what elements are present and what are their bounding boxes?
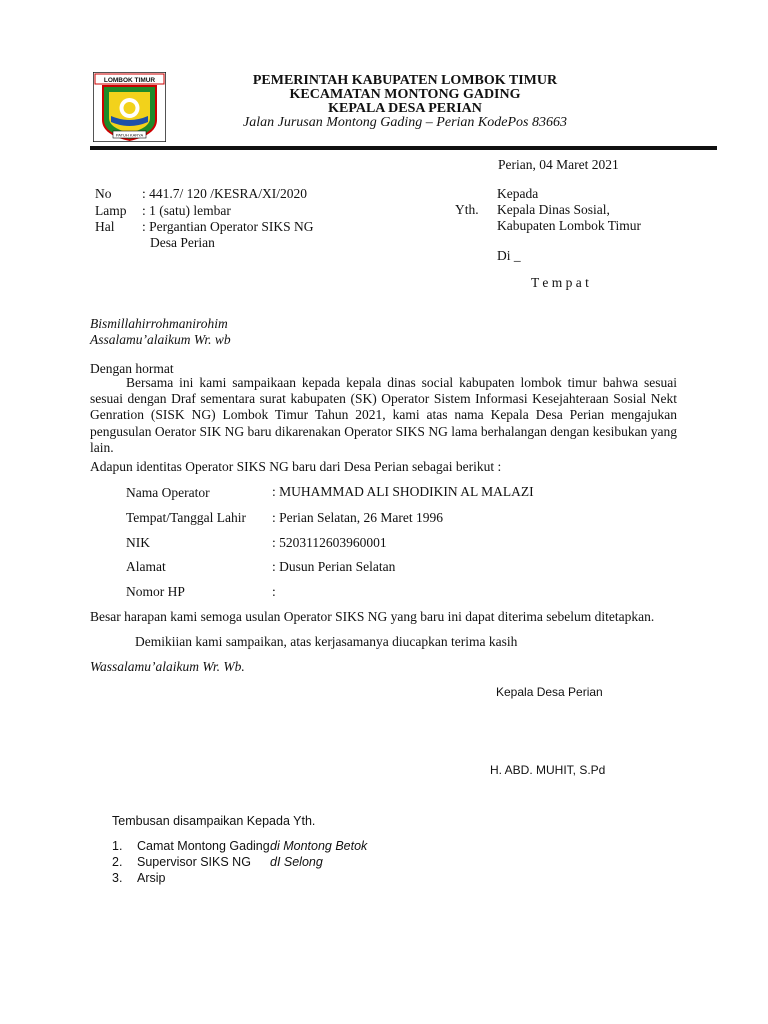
list-item-number: 2. — [112, 855, 123, 869]
recipient-tempat: T e m p a t — [531, 275, 589, 290]
identity-label: Tempat/Tanggal Lahir — [126, 510, 246, 525]
header-line-3: KEPALA DESA PERIAN — [328, 101, 482, 116]
recipient-yth: Yth. — [455, 202, 479, 217]
hal-value-cont: Desa Perian — [150, 235, 215, 250]
cc-heading: Tembusan disampaikan Kepada Yth. — [112, 814, 316, 828]
identity-value: : MUHAMMAD ALI SHODIKIN AL MALAZI — [272, 484, 534, 499]
body-paragraph-4: Demikiian kami sampaikan, atas kerjasamanya diucapkan terima kasih — [135, 634, 518, 649]
recipient-line-1: Kepala Dinas Sosial, — [497, 202, 610, 217]
list-item: Supervisor SIKS NG — [137, 855, 251, 869]
no-label: No — [95, 186, 112, 201]
identity-label: Alamat — [126, 559, 166, 574]
hal-label: Hal — [95, 219, 115, 234]
identity-value: : 5203112603960001 — [272, 535, 387, 550]
list-item-note: di Montong Betok — [270, 839, 368, 853]
bismillah: Bismillahirrohmanirohim — [90, 316, 228, 331]
no-value: : 441.7/ 120 /KESRA/XI/2020 — [142, 186, 308, 201]
header-divider — [90, 146, 717, 150]
header-line-1: PEMERINTAH KABUPATEN LOMBOK TIMUR — [252, 73, 558, 88]
body-paragraph-2: Adapun identitas Operator SIKS NG baru dari Desa Perian sebagai berikut : — [90, 459, 502, 474]
list-item: Arsip — [137, 871, 166, 885]
identity-label: NIK — [126, 535, 150, 550]
list-item-note: dI Selong — [270, 855, 323, 869]
lamp-value: : 1 (satu) lembar — [142, 203, 231, 218]
identity-value: : Dusun Perian Selatan — [272, 559, 396, 574]
recipient-kepada: Kepada — [497, 186, 539, 201]
logo-text: LOMBOK TIMUR — [103, 77, 156, 84]
list-item: Camat Montong Gading — [137, 839, 270, 853]
lamp-label: Lamp — [95, 203, 127, 218]
recipient-line-2: Kabupaten Lombok Timur — [497, 218, 641, 233]
body-paragraph-3: Besar harapan kami semoga usulan Operator SIKS NG yang baru ini dapat diterima sebelum ditetapkan. — [90, 609, 655, 624]
salutation: Dengan hormat — [90, 361, 174, 376]
identity-label: Nomor HP — [126, 584, 185, 599]
recipient-di: Di _ — [497, 248, 521, 263]
identity-label: Nama Operator — [126, 485, 210, 500]
letter-date: Perian, 04 Maret 2021 — [498, 157, 619, 172]
body-paragraph-1: Bersama ini kami sampaikaan kepada kepala dinas social kabupaten lombok timur bahwa sesuai sesuai dengan Draf sementara surat kabupaten (SK) Operator Sistem Informasi Kesejahteraan Sosial Nekt Genration (SISK NG) Lombok Timur Tahun 2021, kami atas nama Kepala Desa Perian mengajukan pengusulan Oerator SIK NG baru dikarenakan Operator SIKS NG lama berhalangan dengan kesibukan yang lain. — [90, 375, 677, 455]
list-item-number: 3. — [112, 871, 123, 885]
list-item-number: 1. — [112, 839, 123, 853]
logo-motto: PATUH KARYA — [115, 132, 144, 138]
signature-title: Kepala Desa Perian — [496, 685, 603, 699]
identity-value: : — [272, 584, 276, 599]
salam-opening: Assalamu’alaikum Wr. wb — [90, 332, 231, 347]
signature-name: H. ABD. MUHIT, S.Pd — [490, 763, 606, 777]
regency-logo — [93, 72, 166, 142]
identity-value: : Perian Selatan, 26 Maret 1996 — [272, 510, 443, 525]
salam-closing: Wassalamu’alaikum Wr. Wb. — [90, 659, 245, 674]
hal-value: : Pergantian Operator SIKS NG — [142, 219, 314, 234]
header-line-2: KECAMATAN MONTONG GADING — [289, 87, 521, 102]
header-address: Jalan Jurusan Montong Gading – Perian KodePos 83663 — [243, 115, 567, 130]
